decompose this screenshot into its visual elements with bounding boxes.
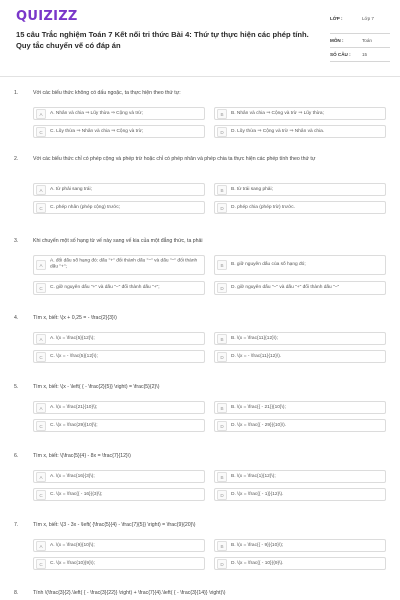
question-number: 2. [14, 156, 19, 162]
option-text: B. Nhân và chia ⇒ Cộng và trừ ⇒ Lũy thừa; [231, 110, 324, 116]
question-text: Với các biểu thức không có dấu ngoặc, ta thực hiện theo thứ tự: [33, 90, 181, 96]
option-letter-badge: D [217, 203, 227, 213]
question-text: Tính \(\frac{3}{2}.\left( { - \frac{3}{22}} \right) + \frac{7}{4}.\left( { - \frac{3}{14}} \right)\) [33, 590, 226, 596]
option-letter-badge: B [217, 472, 227, 482]
option-letter-badge: A [36, 334, 46, 344]
answer-option-d[interactable] [214, 281, 386, 295]
option-letter-badge: A [36, 260, 46, 270]
option-letter-badge: A [36, 109, 46, 119]
quizizz-logo: QUIZIZZ [16, 9, 78, 24]
option-text: D. \(x = \frac{{ - 29}}{10}\). [231, 422, 287, 428]
option-letter-badge: A [36, 541, 46, 551]
answer-option-d[interactable] [214, 557, 386, 570]
option-letter-badge: B [217, 541, 227, 551]
option-text: D. \(x = \frac{{ - 10}}{9}\). [231, 560, 284, 566]
option-text: D. \(x = \frac{{ - 1}}{12}\). [231, 491, 284, 497]
meta-row-subject [330, 34, 390, 48]
option-letter-badge: D [217, 559, 227, 569]
answer-option-a[interactable] [33, 183, 205, 196]
meta-row-count [330, 48, 390, 62]
meta-value-count: 15 [362, 52, 368, 57]
option-letter-badge: D [217, 490, 227, 500]
option-letter-badge: B [217, 185, 227, 195]
option-letter-badge: C [36, 559, 46, 569]
answer-option-d[interactable] [214, 201, 386, 214]
question-text: Tìm x, biết: \(\frac{5}{4} - 8x = \frac{7}{12}\) [33, 453, 131, 459]
question-text: Tìm x, biết: \(x - \left( { - \frac{2}{5}} \right) = \frac{5}{2}\) [33, 384, 160, 390]
answer-option-b[interactable] [214, 470, 386, 483]
option-letter-badge: A [36, 403, 46, 413]
option-letter-badge: A [36, 185, 46, 195]
question-number: 4. [14, 315, 19, 321]
option-text: C. \(x = \frac{{ - 16}}{3}\); [50, 491, 103, 497]
answer-option-a[interactable] [33, 470, 205, 483]
question-text: Tìm x, biết: \(x + 0,25 = - \frac{2}{3}\) [33, 315, 117, 321]
option-text: D. phép chia (phép trừ) trước. [231, 204, 295, 210]
answer-option-c[interactable] [33, 125, 205, 138]
answer-option-a[interactable] [33, 539, 205, 552]
meta-row-class [330, 12, 390, 34]
option-letter-badge: D [217, 352, 227, 362]
option-text: C. \(x = - \frac{5}{12}\); [50, 353, 98, 359]
option-text: D. \(x = - \frac{11}{12}\). [231, 353, 282, 359]
option-text: C. \(x = \frac{10}{9}\); [50, 560, 95, 566]
option-letter-badge: C [36, 490, 46, 500]
option-text: B. \(x = \frac{{ - 9}}{10}\); [231, 542, 284, 548]
answer-option-d[interactable] [214, 350, 386, 363]
option-text: C. giữ nguyên dấu "+" và dấu "−" đổi thành dấu "+"; [50, 284, 160, 290]
question-number: 7. [14, 522, 19, 528]
meta-label-class: LỚP : [330, 16, 343, 21]
option-text: A. \(x = \frac{9}{10}\); [50, 542, 95, 548]
answer-option-c[interactable] [33, 488, 205, 501]
meta-value-class: Lớp 7 [362, 16, 374, 21]
option-letter-badge: B [217, 334, 227, 344]
answer-option-d[interactable] [214, 488, 386, 501]
option-letter-badge: C [36, 421, 46, 431]
answer-option-d[interactable] [214, 419, 386, 432]
question-number: 8. [14, 590, 19, 596]
option-letter-badge: B [217, 403, 227, 413]
answer-option-c[interactable] [33, 201, 205, 214]
option-text: B. \(x = \frac{11}{12}\); [231, 335, 278, 341]
option-text: A. \(x = \frac{21}{10}\); [50, 404, 98, 410]
answer-option-c[interactable] [33, 350, 205, 363]
option-text: C. phép nhân (phép cộng) trước; [50, 204, 121, 210]
question-number: 5. [14, 384, 19, 390]
answer-option-c[interactable] [33, 557, 205, 570]
option-letter-badge: D [217, 421, 227, 431]
option-text: D. Lũy thừa ⇒ Cộng và trừ ⇒ Nhân và chia. [231, 128, 325, 134]
answer-option-b[interactable] [214, 183, 386, 196]
document-header [0, 0, 400, 70]
option-letter-badge: C [36, 203, 46, 213]
option-text: B. \(x = \frac{{ - 21}}{10}\); [231, 404, 286, 410]
question-text: Tìm x, biết: \(3 - 3x - \left( {\frac{5}{4} - \frac{7}{5}} \right) = \frac{9}{20}\) [33, 522, 196, 528]
answer-option-d[interactable] [214, 125, 386, 138]
option-text: D. giữ nguyên dấu "−" và dấu "+" đổi thành dấu "−" [231, 284, 340, 290]
answer-option-a[interactable] [33, 332, 205, 345]
option-letter-badge: A [36, 472, 46, 482]
answer-option-a[interactable] [33, 401, 205, 414]
answer-option-b[interactable] [214, 255, 386, 275]
question-8 [14, 590, 394, 596]
option-letter-badge: B [217, 260, 227, 270]
question-number: 3. [14, 238, 19, 244]
option-text: B. từ trái sang phải; [231, 186, 273, 192]
answer-option-a[interactable] [33, 107, 205, 120]
option-letter-badge: C [36, 352, 46, 362]
option-text: B. giữ nguyên dấu của số hạng đó; [231, 261, 306, 267]
header-divider [0, 76, 400, 77]
question-number: 6. [14, 453, 19, 459]
answer-option-b[interactable] [214, 401, 386, 414]
question-text: Khi chuyển một số hạng từ vế này sang vế kia của một đẳng thức, ta phải [33, 238, 203, 244]
answer-option-c[interactable] [33, 419, 205, 432]
meta-info-box [330, 12, 390, 62]
question-text: Với các biểu thức chỉ có phép cộng và phép trừ hoặc chỉ có phép nhân và phép chia ta thực hiện các phép tính theo thứ tự [33, 156, 316, 162]
answer-option-b[interactable] [214, 332, 386, 345]
option-text: A. \(x = \frac{5}{12}\); [50, 335, 95, 341]
answer-option-c[interactable] [33, 281, 205, 295]
answer-option-a[interactable] [33, 255, 205, 275]
option-text: B. \(x = \frac{1}{12}\); [231, 473, 276, 479]
option-letter-badge: B [217, 109, 227, 119]
meta-label-subject: MÔN : [330, 38, 344, 43]
option-letter-badge: D [217, 283, 227, 293]
option-text: A. \(x = \frac{16}{3}\); [50, 473, 95, 479]
document-title: 15 câu Trắc nghiệm Toán 7 Kết nối tri thức Bài 4: Thứ tự thực hiện các phép tính. Quy tắc chuyển vế có đáp án [16, 30, 309, 50]
option-letter-badge: D [217, 127, 227, 137]
answer-option-b[interactable] [214, 107, 386, 120]
question-number: 1. [14, 90, 19, 96]
meta-label-count: SỐ CÂU : [330, 52, 351, 57]
option-letter-badge: C [36, 127, 46, 137]
option-text: C. \(x = \frac{29}{10}\); [50, 422, 98, 428]
option-text: A. từ phải sang trái; [50, 186, 92, 192]
meta-value-subject: Toán [362, 38, 372, 43]
option-text: C. Lũy thừa ⇒ Nhân và chia ⇒ Cộng và trừ; [50, 128, 144, 134]
option-text: A. Nhân và chia ⇒ Lũy thừa ⇒ Cộng và trừ; [50, 110, 143, 116]
answer-option-b[interactable] [214, 539, 386, 552]
option-letter-badge: C [36, 283, 46, 293]
option-text: A. đổi dấu số hạng đó: dấu "+" đổi thành dấu "−" và dấu "−" đổi thành dấu "+"; [50, 258, 198, 270]
